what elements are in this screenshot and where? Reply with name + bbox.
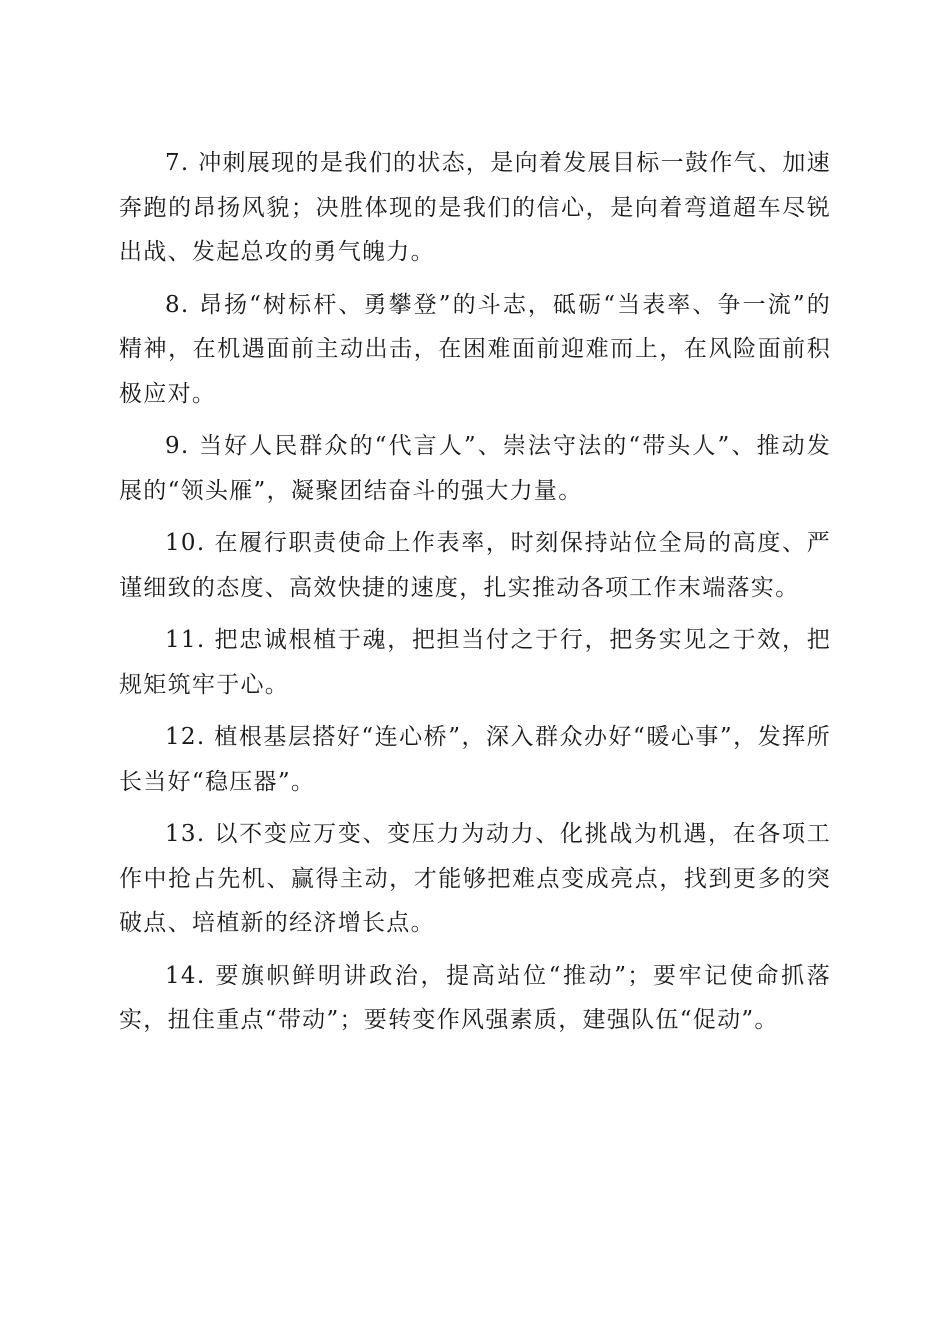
paragraph-10: 10. 在履行职责使命上作表率，时刻保持站位全局的高度、严谨细致的态度、高效快捷的速度，扎实推动各项工作末端落实。 xyxy=(119,530,831,601)
paragraph-7: 7. 冲刺展现的是我们的状态，是向着发展目标一鼓作气、加速奔跑的昂扬风貌；决胜体现的是我们的信心，是向着弯道超车尽锐出战、发起总攻的勇气魄力。 xyxy=(119,150,831,265)
paragraph-11: 11. 把忠诚根植于魂，把担当付之于行，把务实见之于效，把规矩筑牢于心。 xyxy=(119,627,831,698)
document-body xyxy=(119,141,831,1051)
paragraph-8: 8. 昂扬“树标杆、勇攀登”的斗志，砥砺“当表率、争一流”的精神，在机遇面前主动出击，在困难面前迎难而上，在风险面前积极应对。 xyxy=(119,291,831,407)
paragraph-14: 14. 要旗帜鲜明讲政治，提高站位“推动”；要牢记使命抓落实，扭住重点“带动”；要转变作风强素质，建强队伍“促动”。 xyxy=(119,962,831,1033)
paragraph-13: 13. 以不变应万变、变压力为动力、化挑战为机遇，在各项工作中抢占先机、赢得主动，才能够把难点变成亮点，找到更多的突破点、培植新的经济增长点。 xyxy=(119,821,831,936)
paragraph-9: 9. 当好人民群众的“代言人”、崇法守法的“带头人”、推动发展的“领头雁”，凝聚团结奋斗的强大力量。 xyxy=(119,433,831,504)
paragraph-12: 12. 植根基层搭好“连心桥”，深入群众办好“暖心事”，发挥所长当好“稳压器”。 xyxy=(119,724,831,795)
